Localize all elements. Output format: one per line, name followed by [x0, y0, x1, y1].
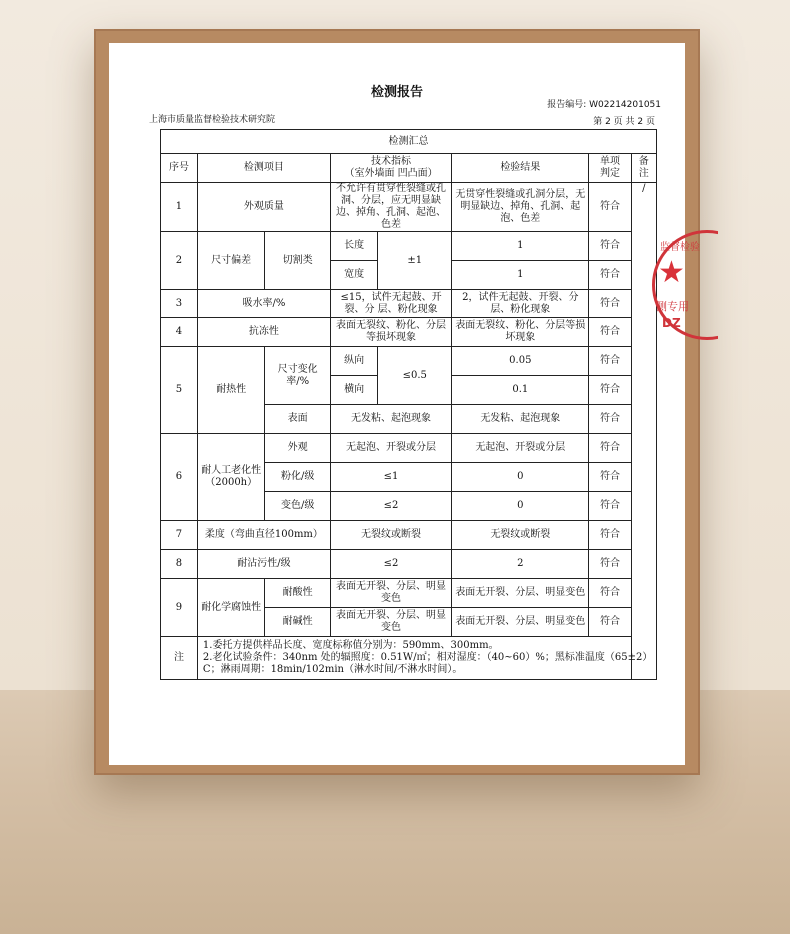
row7-judge: 符合 — [589, 521, 631, 550]
row1-judge: 符合 — [589, 183, 631, 232]
row6-b-judge: 符合 — [589, 463, 631, 492]
row2-a-result: 1 — [452, 232, 589, 261]
row7-result: 无裂纹或断裂 — [452, 521, 589, 550]
header-spec: 技术指标 （室外墙面 凹凸面） — [330, 154, 451, 183]
row5-b-label: 横向 — [330, 376, 377, 405]
row3-result: 2，试件无起鼓、开裂、分 层、粉化现象 — [452, 290, 589, 318]
row2-a-judge: 符合 — [589, 232, 631, 261]
row3-seq: 3 — [161, 290, 198, 318]
header-seq: 序号 — [161, 154, 198, 183]
header-result: 检验结果 — [452, 154, 589, 183]
row5-spec: ≤0.5 — [378, 347, 452, 405]
row5-a-result: 0.05 — [452, 347, 589, 376]
report-paper — [109, 43, 685, 765]
row7-item: 柔度（弯曲直径100mm） — [197, 521, 330, 550]
note-line-1: 1.委托方提供样品长度、宽度标称值分别为：590mm、300mm。 — [202, 640, 499, 651]
row3-judge: 符合 — [589, 290, 631, 318]
row8-seq: 8 — [161, 550, 198, 579]
row6-a-judge: 符合 — [589, 434, 631, 463]
row8-judge: 符合 — [589, 550, 631, 579]
row5-a-label: 纵向 — [330, 347, 377, 376]
row6-c-label: 变色/级 — [265, 492, 330, 521]
row5-sub: 尺寸变化率/% — [265, 347, 330, 405]
row9-b-result: 表面无开裂、分层、明显变色 — [452, 608, 589, 637]
row5-c-label: 表面 — [265, 405, 330, 434]
row6-c-judge: 符合 — [589, 492, 631, 521]
row9-a-result: 表面无开裂、分层、明显变色 — [452, 579, 589, 608]
remark-column: / — [631, 183, 656, 680]
row7-seq: 7 — [161, 521, 198, 550]
header-item: 检测项目 — [197, 154, 330, 183]
row5-c-spec: 无发粘、起泡现象 — [330, 405, 451, 434]
report-number: 报告编号: W02214201051 — [547, 100, 661, 110]
row6-a-spec: 无起泡、开裂或分层 — [330, 434, 451, 463]
row6-seq: 6 — [161, 434, 198, 521]
row2-b-judge: 符合 — [589, 261, 631, 290]
row3-item: 吸水率/% — [197, 290, 330, 318]
row2-b-result: 1 — [452, 261, 589, 290]
row5-b-result: 0.1 — [452, 376, 589, 405]
star-icon: ★ — [658, 255, 685, 290]
header-remark: 备 注 — [631, 154, 656, 183]
row5-item: 耐热性 — [197, 347, 265, 434]
row4-seq: 4 — [161, 318, 198, 347]
row2-sub: 切割类 — [265, 232, 330, 290]
row9-a-judge: 符合 — [589, 579, 631, 608]
row9-b-label: 耐碱性 — [265, 608, 330, 637]
row9-b-spec: 表面无开裂、分层、明显变色 — [330, 608, 451, 637]
row2-a-label: 长度 — [330, 232, 377, 261]
row1-result: 无贯穿性裂缝或孔洞分层，无明显缺边、掉角、孔洞、起泡、色差 — [452, 183, 589, 232]
row5-seq: 5 — [161, 347, 198, 434]
row4-item: 抗冻性 — [197, 318, 330, 347]
row2-b-label: 宽度 — [330, 261, 377, 290]
row8-item: 耐沾污性/级 — [197, 550, 330, 579]
stamp-top-text: 监督检验 — [660, 242, 700, 253]
stamp-middle-text: 测专用 — [656, 300, 689, 313]
notes-label: 注 — [161, 637, 198, 680]
stamp-bottom-text: DZ — [662, 316, 681, 330]
row6-item: 耐人工老化性（2000h） — [197, 434, 265, 521]
report-title: 检测报告 — [370, 85, 423, 100]
row6-c-spec: ≤2 — [330, 492, 451, 521]
note-line-2: 2.老化试验条件：340nm 处的辐照度：0.51W/㎡；相对湿度：（40~60）%；黑标准温度（65±2）C；淋雨周期：18min/102min（淋水时间/不淋水时间）。 — [202, 652, 653, 675]
red-seal-stamp — [652, 230, 718, 340]
row1-seq: 1 — [161, 183, 198, 232]
row9-a-label: 耐酸性 — [265, 579, 330, 608]
notes-content — [197, 637, 656, 680]
row8-result: 2 — [452, 550, 589, 579]
row6-a-label: 外观 — [265, 434, 330, 463]
row5-c-result: 无发粘、起泡现象 — [452, 405, 589, 434]
row2-seq: 2 — [161, 232, 198, 290]
row6-b-spec: ≤1 — [330, 463, 451, 492]
row9-b-judge: 符合 — [589, 608, 631, 637]
row4-result: 表面无裂纹、粉化、分层等损坏现象 — [452, 318, 589, 347]
row5-a-judge: 符合 — [589, 347, 631, 376]
row1-spec: 不允许有贯穿性裂缝或孔洞、分层，应无明显缺边、掉角、孔洞、起泡、色差 — [330, 183, 451, 232]
row6-c-result: 0 — [452, 492, 589, 521]
row5-c-judge: 符合 — [589, 405, 631, 434]
row5-b-judge: 符合 — [589, 376, 631, 405]
row3-spec: ≤15，试件无起鼓、开裂、分 层、粉化现象 — [330, 290, 451, 318]
row4-spec: 表面无裂纹、粉化、分层等损坏现象 — [330, 318, 451, 347]
row9-seq: 9 — [161, 579, 198, 637]
row6-a-result: 无起泡、开裂或分层 — [452, 434, 589, 463]
row7-spec: 无裂纹或断裂 — [330, 521, 451, 550]
page-info: 第 2 页 共 2 页 — [593, 117, 655, 127]
row2-item: 尺寸偏差 — [197, 232, 265, 290]
row8-spec: ≤2 — [330, 550, 451, 579]
row6-b-label: 粉化/级 — [265, 463, 330, 492]
row4-judge: 符合 — [589, 318, 631, 347]
row6-b-result: 0 — [452, 463, 589, 492]
row9-a-spec: 表面无开裂、分层、明显变色 — [330, 579, 451, 608]
institute-name: 上海市质量监督检验技术研究院 — [149, 115, 276, 125]
row9-item: 耐化学腐蚀性 — [197, 579, 265, 637]
row2-spec: ±1 — [378, 232, 452, 290]
header-judge: 单项 判定 — [589, 154, 631, 183]
inspection-table — [160, 129, 657, 680]
row1-item: 外观质量 — [197, 183, 330, 232]
summary-title: 检测汇总 — [161, 130, 657, 154]
